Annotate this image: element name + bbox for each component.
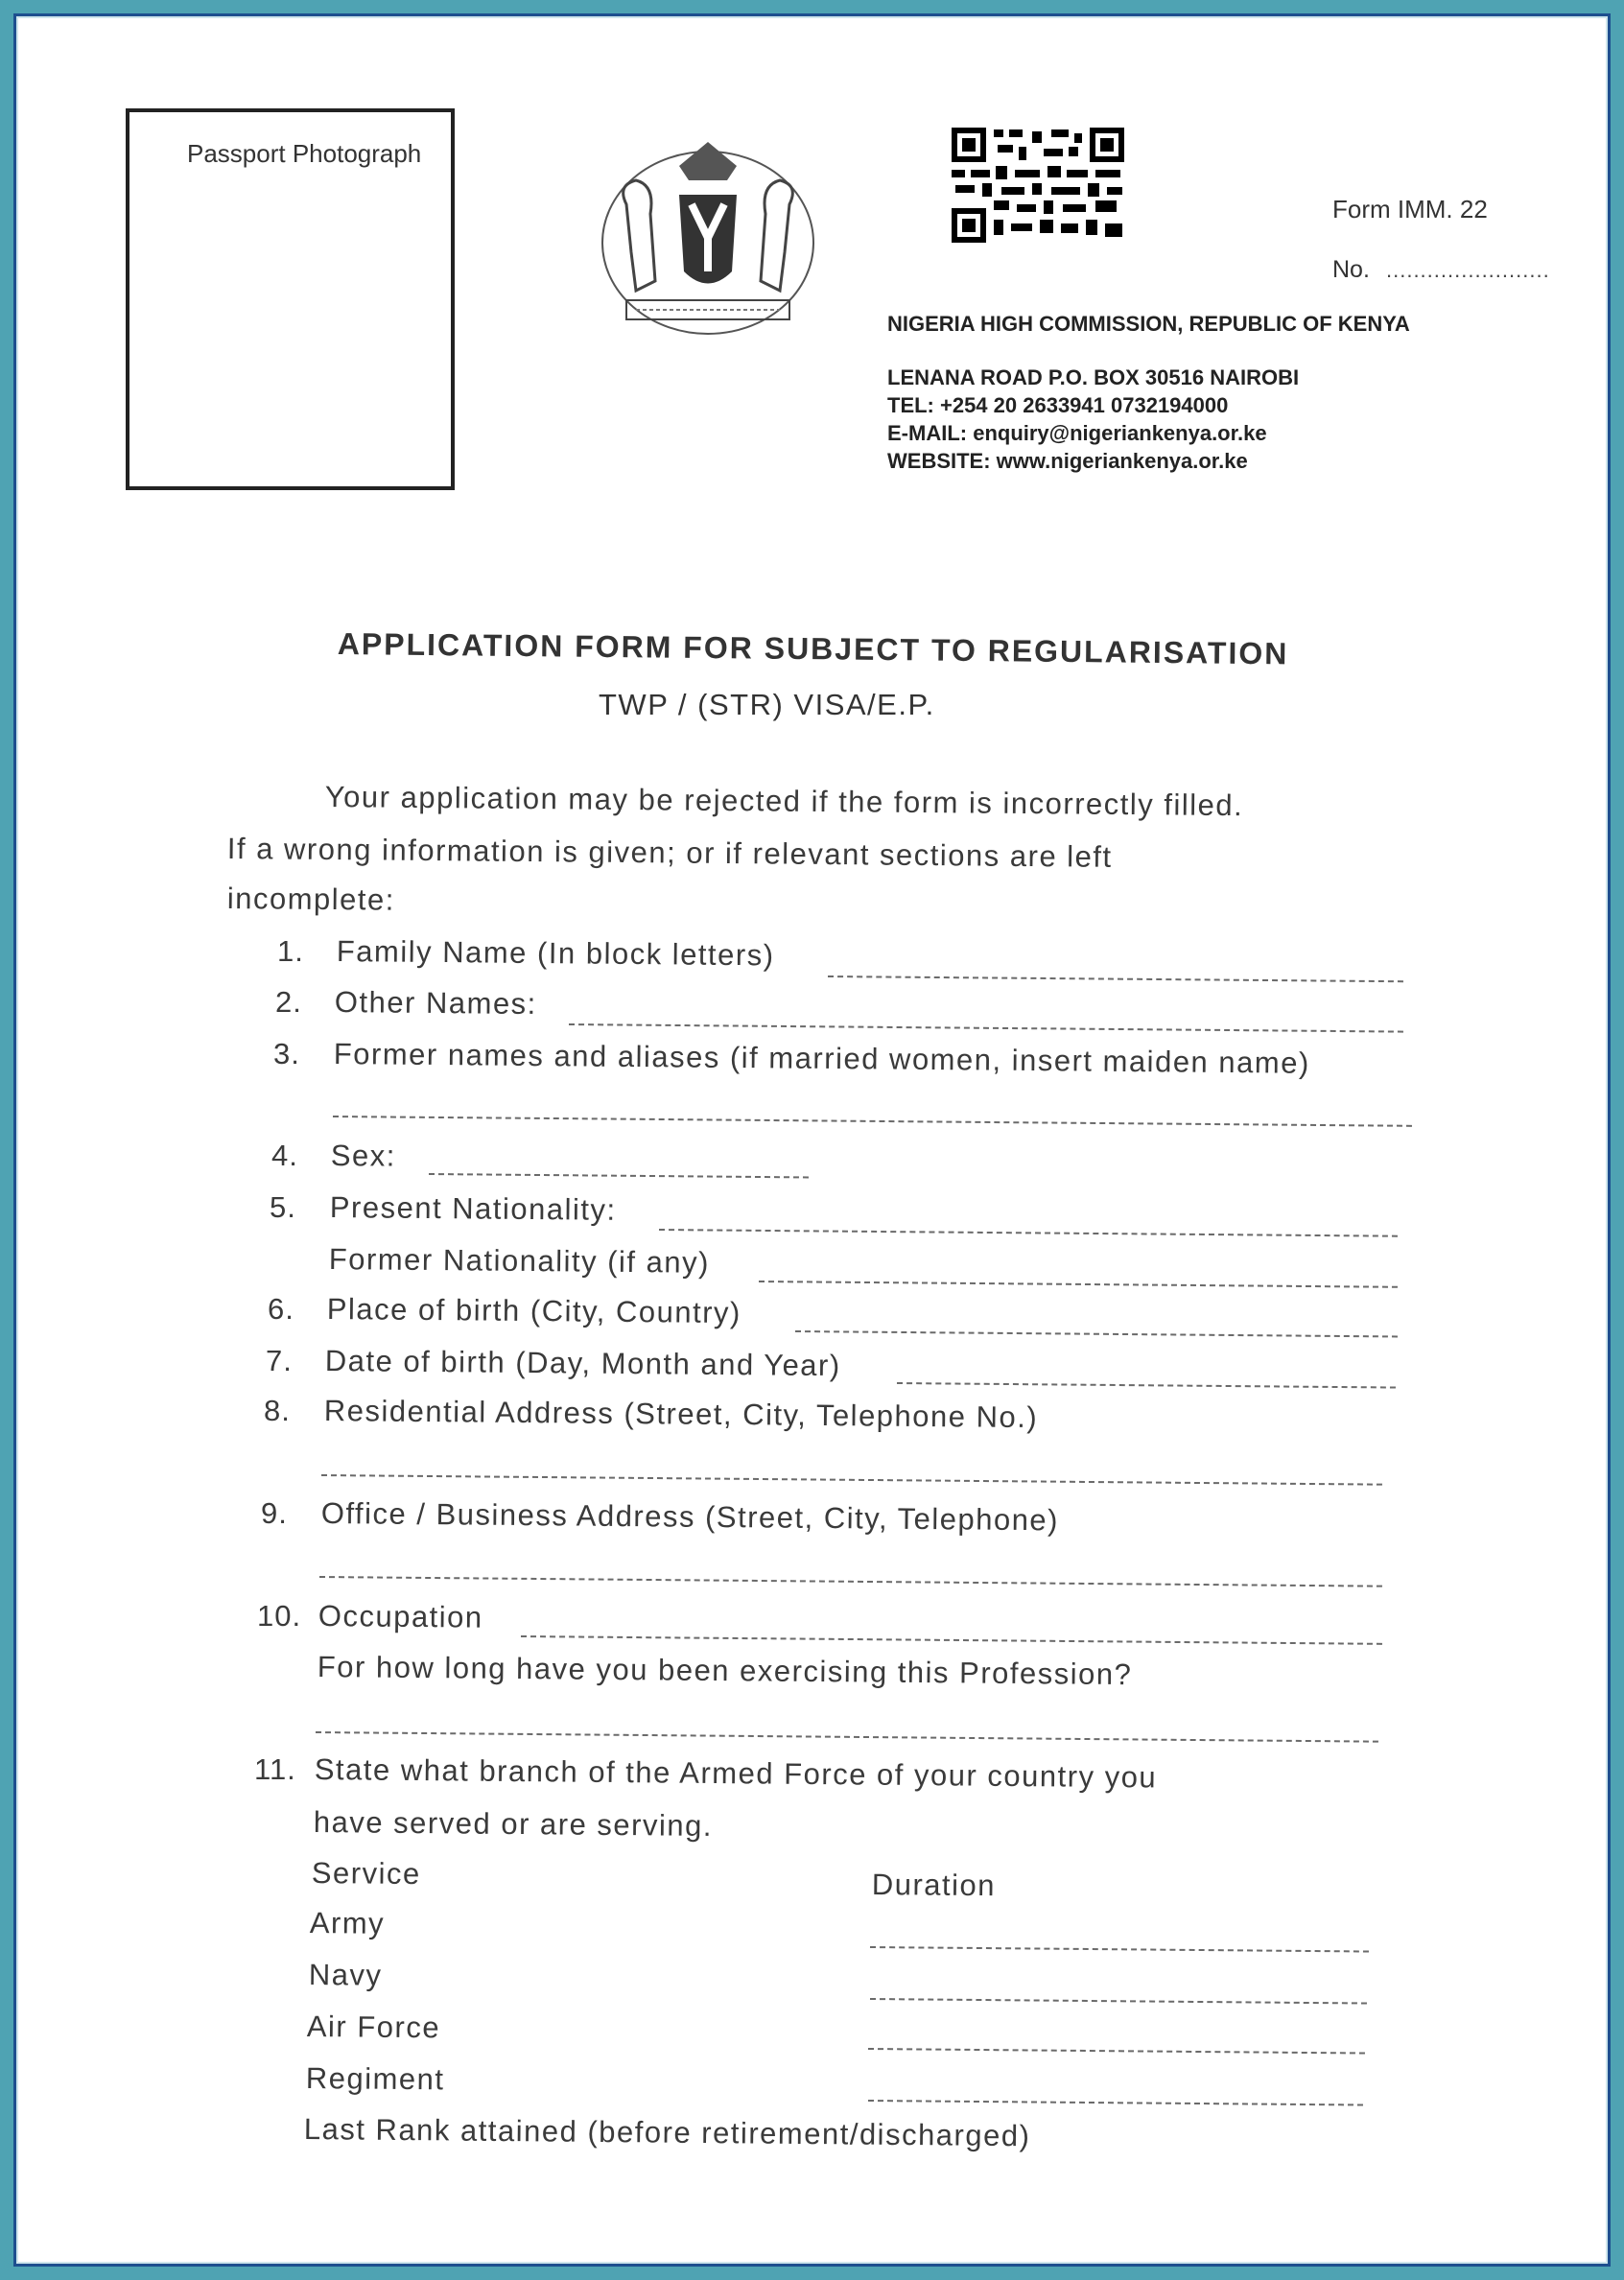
service-army: Army: [309, 1906, 386, 1940]
residential-address-field[interactable]: [321, 1474, 1382, 1486]
regiment-duration-field[interactable]: [868, 2100, 1363, 2106]
family-name-field[interactable]: [828, 975, 1403, 982]
profession-duration-field[interactable]: [316, 1731, 1378, 1743]
intro-line-3: incomplete:: [226, 881, 396, 917]
service-air-force: Air Force: [306, 2010, 441, 2045]
service-navy: Navy: [308, 1958, 383, 1992]
item-number-11: 11.: [254, 1752, 296, 1786]
army-duration-field[interactable]: [870, 1946, 1369, 1953]
occupation-label: Occupation: [318, 1599, 483, 1634]
item-number-2: 2.: [275, 985, 302, 1019]
sex-field[interactable]: [429, 1173, 809, 1178]
qr-code: [952, 128, 1124, 243]
duration-header: Duration: [871, 1868, 997, 1903]
commission-address: LENANA ROAD P.O. BOX 30516 NAIROBI: [887, 365, 1300, 389]
form-subtitle: TWP / (STR) VISA/E.P.: [599, 688, 935, 721]
item-number-6: 6.: [268, 1292, 294, 1326]
navy-duration-field[interactable]: [870, 1998, 1367, 2005]
commission-website: WEBSITE: www.nigeriankenya.or.ke: [887, 449, 1248, 473]
present-nationality-label: Present Nationality:: [329, 1190, 617, 1227]
date-of-birth-label: Date of birth (Day, Month and Year): [324, 1344, 841, 1383]
commission-email: E-MAIL: enquiry@nigeriankenya.or.ke: [887, 421, 1267, 445]
former-names-field[interactable]: [333, 1116, 1412, 1127]
form-code: Form IMM. 22: [1332, 195, 1488, 223]
form-title: APPLICATION FORM FOR SUBJECT TO REGULARISATION: [337, 626, 1289, 671]
occupation-field[interactable]: [521, 1635, 1382, 1645]
item-number-9: 9.: [261, 1496, 288, 1530]
other-names-label: Other Names:: [334, 985, 537, 1022]
place-of-birth-field[interactable]: [795, 1330, 1398, 1337]
last-rank-label: Last Rank attained (before retirement/discharged): [303, 2112, 1031, 2153]
armed-force-label-2: have served or are serving.: [313, 1805, 714, 1843]
commission-tel: TEL: +254 20 2633941 0732194000: [887, 393, 1229, 417]
sex-label: Sex:: [330, 1139, 397, 1173]
item-number-3: 3.: [273, 1037, 300, 1070]
date-of-birth-field[interactable]: [897, 1382, 1396, 1389]
item-number-8: 8.: [264, 1394, 291, 1427]
item-number-7: 7.: [266, 1344, 293, 1377]
office-address-label: Office / Business Address (Street, City, Telephone): [320, 1496, 1060, 1538]
coat-of-arms-emblem: [588, 128, 828, 339]
place-of-birth-label: Place of birth (City, Country): [326, 1292, 742, 1330]
other-names-field[interactable]: [569, 1023, 1403, 1033]
form-page: [13, 13, 1611, 2267]
profession-duration-label: For how long have you been exercising this Profession?: [317, 1650, 1133, 1692]
former-nationality-field[interactable]: [759, 1281, 1398, 1288]
item-number-5: 5.: [270, 1190, 296, 1224]
present-nationality-field[interactable]: [659, 1229, 1398, 1237]
item-number-10: 10.: [257, 1599, 302, 1633]
air-force-duration-field[interactable]: [868, 2048, 1365, 2055]
service-header: Service: [311, 1856, 421, 1892]
passport-photo-label: Passport Photograph: [187, 139, 422, 168]
form-number-field[interactable]: ........................: [1386, 258, 1550, 282]
former-nationality-label: Former Nationality (if any): [328, 1242, 711, 1280]
former-names-label: Former names and aliases (if married women, insert maiden name): [333, 1037, 1310, 1080]
item-number-1: 1.: [277, 934, 304, 968]
commission-name: NIGERIA HIGH COMMISSION, REPUBLIC OF KENYA: [887, 312, 1410, 336]
form-number-label: No.: [1332, 256, 1370, 283]
office-address-field[interactable]: [319, 1576, 1382, 1587]
armed-force-label-1: State what branch of the Armed Force of your country you: [314, 1752, 1158, 1795]
residential-address-label: Residential Address (Street, City, Telephone No.): [323, 1394, 1039, 1435]
intro-line-2: If a wrong information is given; or if relevant sections are left: [226, 832, 1113, 874]
item-number-4: 4.: [271, 1139, 298, 1172]
family-name-label: Family Name (In block letters): [336, 934, 775, 973]
intro-line-1: Your application may be rejected if the form is incorrectly filled.: [324, 780, 1244, 823]
service-regiment: Regiment: [305, 2061, 445, 2097]
